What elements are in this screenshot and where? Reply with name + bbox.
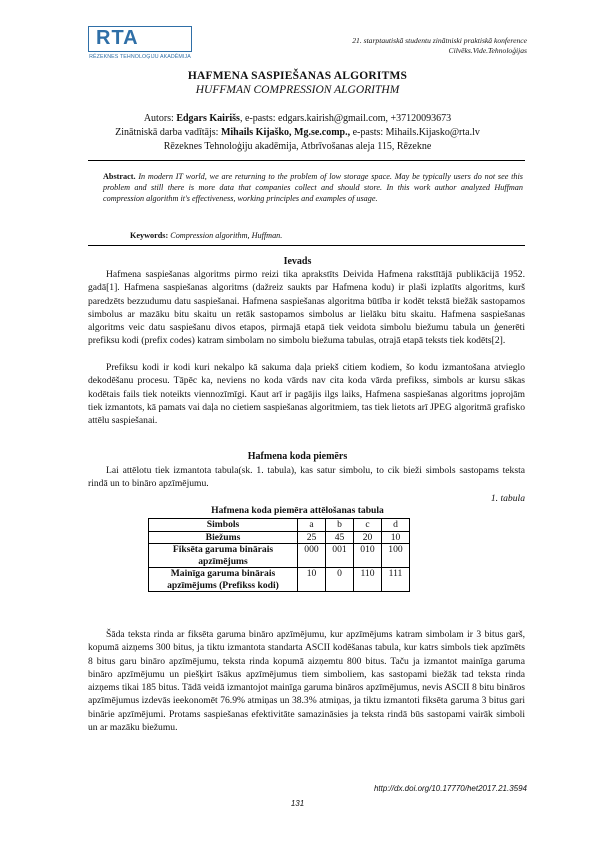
advisor-name: Mihails Kijaško, Mg.se.comp., (220, 127, 351, 138)
table-cell: 010 (354, 544, 382, 568)
table-cell: 20 (354, 531, 382, 544)
abstract-label: Abstract. (103, 172, 136, 181)
table-row (149, 544, 410, 568)
table-cell: 45 (326, 531, 354, 544)
section-heading-example: Hafmena koda piemērs (247, 451, 348, 462)
example-paragraph-2: Šāda teksta rinda ar fiksēta garuma bināro apzīmējumu, kur apzīmējums katram simbolam ir 3 bitus garš, kopumā aizņems 300 bitus, ja tiktu izmantota standarta ASCII kodēšanas tabula, kur katrs simbols tiek apzīmēts 8 bitus garu bināro apzīmējumu, teksta rinda kopumā aizņemtu 800 bitus. Taču ja izmantot mainīga garuma bināro apzīmējumu un piešķirt īsākus apzīmējumus tiem simboliem, kas sastopami biežāk tad teksta rinda aizņems tikai 185 bitus. Tādā veidā izmantojot mainīga garuma bināros apzīmējumus, nevis ASCII 8 bitu bināros apzīmējumus izdevās ieekonomēt 76.9% atmiņas un 38.3% atmiņas, ja tiktu izmantoti fiksēta garuma 3 bitus gari binārie apzīmējumi. Protams saspiešanas efektivitāte samazināsies ja teksta rindā būs sastopami vairāk simboli un ar mazāku biežumu. (88, 629, 525, 734)
author-line (0, 113, 595, 124)
keywords-label: Keywords: (130, 231, 169, 240)
row-header: Simbols (149, 519, 298, 532)
abstract-text: In modern IT world, we are returning to the problem of low storage space. May be typically users do not see this problem and still there is more data that companies collect and should store. In this work author analyzed Huffman compression algorithm it's effectiveness, working principles and examples of usage. (103, 172, 523, 203)
section-heading-introduction: Ievads (283, 256, 312, 267)
author-name: Edgars Kairišs (176, 113, 240, 124)
table-cell: 10 (382, 531, 410, 544)
affiliation: Rēzeknes Tehnoloģiju akadēmija, Atbrīvošanas aleja 115, Rēzekne (163, 141, 432, 152)
advisor-contact: e-pasts: Mihails.Kijasko@rta.lv (350, 127, 480, 138)
intro-paragraph-2: Prefiksu kodi ir kodi kuri nekalpo kā sakuma daļa priekš citiem kodiem, šo kodu izmantošana atvieglo dekodēšanu procesu. Tāpēc ka, neviens no koda vārds nav cita koda vārda prefikss, simbols ar kursu sākas kodētais fails tiek noteikts viennozīmīgi. Kaut arī ir pagājis ilgs laiks, Hafmena saspiešanas algoritms joprojām tiek izmantots, kā pamats vai daļa no cietiem saspiešanas algoritmiem, tas tiek lietots arī JPEG algoritmā grafisko attēlu saspiešanai. (88, 362, 525, 427)
row-header: Biežums (149, 531, 298, 544)
table-number: 1. tabula (490, 493, 525, 504)
row-header: Mainīga garuma binārais apzīmējums (Prefikss kodi) (149, 568, 298, 592)
table-cell: c (354, 519, 382, 532)
table-cell: 25 (298, 531, 326, 544)
table-caption: Hafmena koda piemēra attēlošanas tabula (211, 505, 384, 516)
table-cell: 110 (354, 568, 382, 592)
huffman-example-table (148, 518, 410, 592)
logo-subtitle: RĒZEKNES TEHNOLOĢIJU AKADĒMIJA (89, 54, 191, 60)
conference-name: 21. starptautiskā studentu zinātniski praktiskā konference (352, 36, 527, 45)
advisor-line (0, 127, 595, 138)
keywords (130, 231, 282, 240)
table-cell: 0 (326, 568, 354, 592)
row-header: Fiksēta garuma binārais apzīmējums (149, 544, 298, 568)
author-contact: , e-pasts: edgars.kairish@gmail.com, +37120093673 (239, 113, 452, 124)
table-cell: a (298, 519, 326, 532)
table-cell: 111 (382, 568, 410, 592)
table-cell: 10 (298, 568, 326, 592)
example-paragraph-1: Lai attēlotu tiek izmantota tabula(sk. 1. tabula), kas satur simbolu, to cik bieži simbols sastopams teksta rindā un to bināro apzīmējumu. (88, 465, 525, 490)
table-cell: 100 (382, 544, 410, 568)
abstract-top-rule (88, 160, 525, 161)
conference-header (352, 36, 527, 56)
intro-paragraph-1: Hafmena saspiešanas algoritms pirmo reizi tika aprakstīts Deivida Hafmena rakstītājā publikācijā 1952. gadā[1]. Hafmena saspiešanas algoritms (dažreiz saukts par Hafmena kodu) ir plaši izplatīts algoritms, kurš paredzēts bezzudumu datu saspiešanai. Hafmena saspiešanas algoritma būtība ir kodēt tekstā biežāk sastopamos simbolus ar mazāku bitu skaitu un retāk sastopamos simbolus ar lielāku bitu skaitu. Hafmena saspiešanas algoritms veic datu saspiešanu divos etapos, pirmajā etapā tiek veidota simbolu biežumu tabula un ģenerēti prefiksu kodi (prefix codes) katram simbolam no simbolu biežuma tabulas, otrajā etapā teksts tiek kodēts[2]. (88, 269, 525, 347)
keywords-text: Compression algorithm, Huffman. (168, 231, 283, 240)
table-row (149, 519, 410, 532)
paper-title-english: HUFFMAN COMPRESSION ALGORITHM (195, 84, 400, 96)
author-label: Autors: (143, 113, 174, 124)
table-cell: 000 (298, 544, 326, 568)
page-number: 131 (290, 799, 305, 808)
table-row (149, 568, 410, 592)
table-row (149, 531, 410, 544)
paper-title: HAFMENA SASPIEŠANAS ALGORITMS (187, 70, 408, 82)
table-cell: b (326, 519, 354, 532)
rta-logo (88, 26, 192, 62)
table-cell: d (382, 519, 410, 532)
abstract (103, 171, 523, 204)
table-cell: 001 (326, 544, 354, 568)
logo-mark: RTA (96, 27, 139, 49)
advisor-label: Zinātniskā darba vadītājs: (115, 127, 219, 138)
conference-theme: Cilvēks.Vide.Tehnoloģijas (448, 46, 527, 55)
abstract-bottom-rule (88, 245, 525, 246)
doi-link[interactable]: http://dx.doi.org/10.17770/het2017.21.3594 (373, 784, 527, 793)
